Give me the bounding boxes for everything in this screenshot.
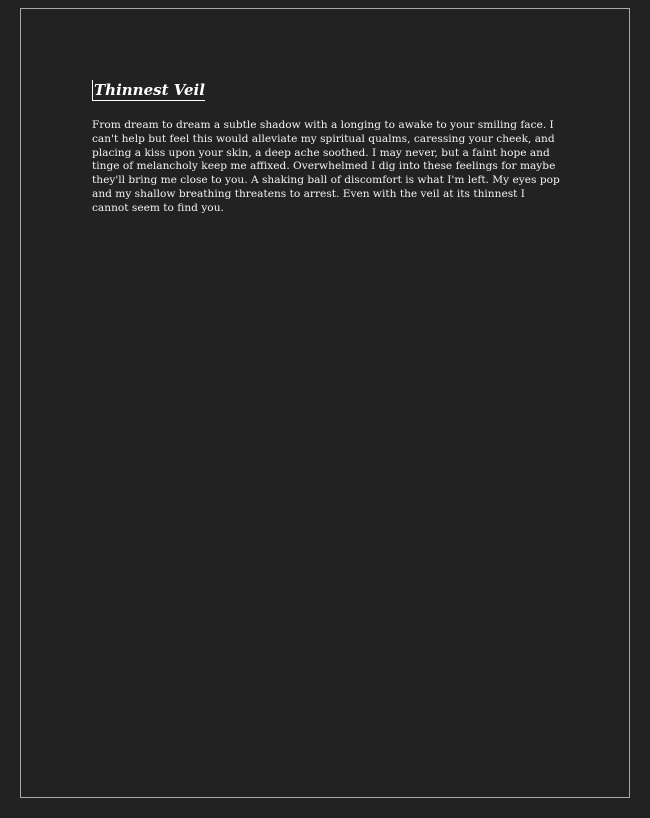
document-content — [92, 80, 562, 216]
document-title[interactable]: Thinnest Veil — [94, 81, 205, 99]
document-body: From dream to dream a subtle shadow with a longing to awake to your smiling face. I can't help but feel this would alleviate my spiritual qualms, caressing your cheek, and placing a kiss upon your skin, a deep ache soothed. I may never, but a faint hope and tinge of melancholy keep me affixed. Overwhelmed I dig into these feelings for maybe they'll bring me close to you. A shaking ball of discomfort is what I'm left. My eyes pop and my shallow breathing threatens to arrest. Even with the veil at its thinnest I cannot seem to find you. — [92, 119, 560, 214]
